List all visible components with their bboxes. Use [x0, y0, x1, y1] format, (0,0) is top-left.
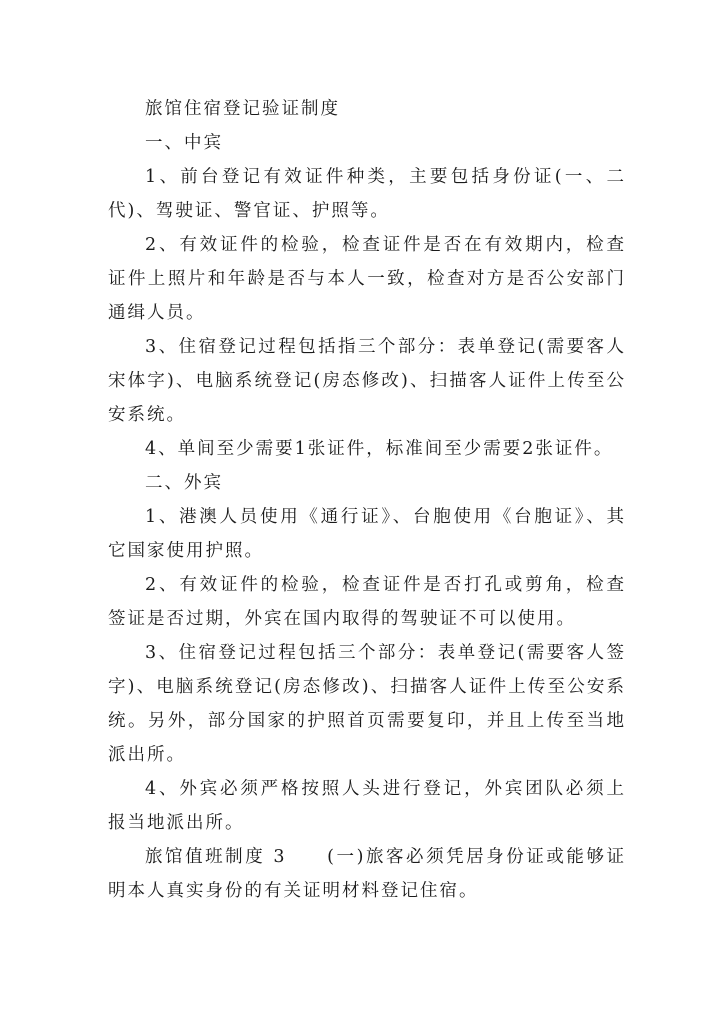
paragraph: 4、单间至少需要1张证件，标准间至少需要2张证件。 — [145, 439, 614, 459]
document-body — [108, 92, 626, 908]
section-heading-domestic: 一、中宾 — [145, 133, 223, 153]
paragraph: 2、有效证件的检验，检查证件是否打孔或剪角，检查签证是否过期，外宾在国内取得的驾驶证不可以使用。 — [108, 575, 626, 629]
paragraph: 1、前台登记有效证件种类，主要包括身份证(一、二代)、驾驶证、警官证、护照等。 — [108, 167, 626, 221]
closing-paragraph: 旅馆值班制度 3 (一)旅客必须凭居身份证或能够证明本人真实身份的有关证明材料登记住宿。 — [108, 847, 626, 901]
paragraph: 2、有效证件的检验，检查证件是否在有效期内，检查证件上照片和年龄是否与本人一致，检查对方是否公安部门通缉人员。 — [108, 235, 626, 323]
paragraph: 3、住宿登记过程包括三个部分：表单登记(需要客人签字)、电脑系统登记(房态修改)、扫描客人证件上传至公安系统。另外，部分国家的护照首页需要复印，并且上传至当地派出所。 — [108, 643, 626, 765]
document-title: 旅馆住宿登记验证制度 — [145, 99, 340, 119]
paragraph: 4、外宾必须严格按照人头进行登记，外宾团队必须上报当地派出所。 — [108, 779, 626, 833]
paragraph: 1、港澳人员使用《通行证》、台胞使用《台胞证》、其它国家使用护照。 — [108, 507, 626, 561]
paragraph: 3、住宿登记过程包括指三个部分：表单登记(需要客人宋体字)、电脑系统登记(房态修改)、扫描客人证件上传至公安系统。 — [108, 337, 626, 425]
section-heading-foreign: 二、外宾 — [145, 473, 223, 493]
